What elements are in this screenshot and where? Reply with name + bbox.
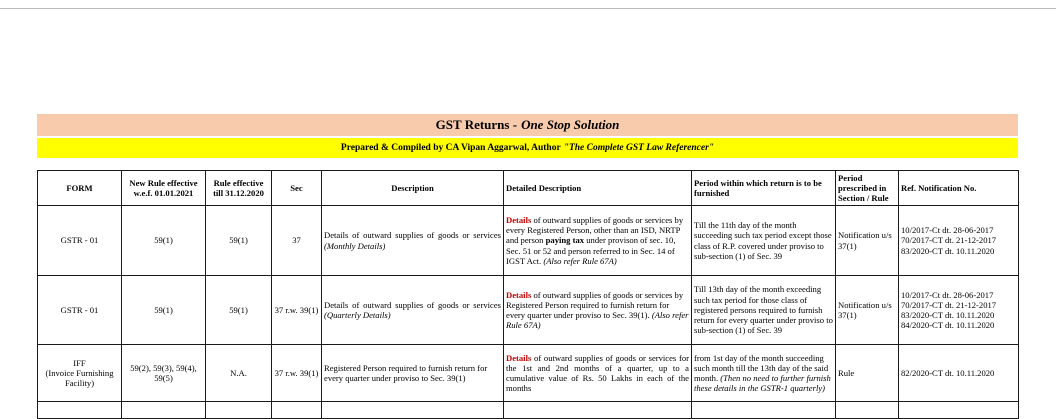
cell-empty	[122, 402, 206, 419]
cell-empty	[206, 402, 272, 419]
table-row	[38, 276, 1019, 345]
description-text: Details of outward supplies of goods or services	[324, 299, 501, 310]
description-text: Details of outward supplies of goods or services	[324, 230, 501, 241]
form-fullname: (Invoice Furnishing Facility)	[45, 367, 114, 389]
ref-line: 70/2017-CT dt. 21-12-2017	[901, 299, 997, 310]
cell-description	[322, 206, 504, 276]
cell-empty	[272, 402, 322, 419]
cell-empty	[692, 402, 836, 419]
cell-new-rule: 59(2), 59(3), 59(4), 59(5)	[122, 345, 206, 402]
cell-prescribed: Rule	[836, 345, 899, 402]
cell-prescribed: Notification u/s 37(1)	[836, 206, 899, 276]
details-red: Details	[506, 214, 532, 225]
details-red: Details	[506, 289, 532, 300]
cell-period: Till the 11th day of the month succeeding such tax period except those class of R.P. covered under proviso to sub-section (1) of Sec. 39	[692, 206, 836, 276]
detailed-text-a: of outward supplies of goods or services for the 1st and 2nd months of a quarter, up to a cumulative value of Rs. 50 Lakhs in each of the months	[506, 352, 689, 394]
cell-form	[38, 345, 122, 402]
ref-line: 83/2020-CT dt. 10.11.2020	[901, 245, 995, 256]
cell-new-rule: 59(1)	[122, 206, 206, 276]
form-name: IFF	[73, 357, 86, 368]
cell-form: GSTR - 01	[38, 206, 122, 276]
page-subtitle	[37, 138, 1018, 158]
subtitle-italic: "The Complete GST Law Referencer"	[563, 143, 715, 153]
detailed-bold: paying tax	[545, 235, 585, 246]
header-detailed-description: Detailed Description	[504, 171, 692, 206]
table-row	[38, 206, 1019, 276]
header-form: FORM	[38, 171, 122, 206]
cell-empty	[836, 402, 899, 419]
title-main: GST Returns -	[435, 117, 518, 132]
cell-period	[692, 345, 836, 402]
header-ref-notification: Ref. Notification No.	[899, 171, 1019, 206]
header-description: Description	[322, 171, 504, 206]
cell-ref-notification	[899, 276, 1019, 345]
ref-line: 70/2017-CT dt. 21-12-2017	[901, 235, 997, 246]
header-prescribed: Period prescribed in Section / Rule	[836, 171, 899, 206]
cell-period	[692, 276, 836, 345]
description-italic: (Quarterly Details)	[324, 310, 391, 320]
header-new-rule: New Rule effective w.e.f. 01.01.2021	[122, 171, 206, 206]
cell-empty	[38, 402, 122, 419]
detailed-text-a: of outward supplies of goods or services by every Registered Person, other than an ISD, NRTP and person	[506, 214, 684, 246]
detailed-text-a: of outward supplies of goods or services by Registered Person required to furnish return for every quarter under proviso to Sec. 39(1).	[506, 289, 684, 320]
details-red: Details	[506, 352, 532, 363]
ref-line: 10/2017-Ct dt. 28-06-2017	[901, 225, 994, 236]
ref-line: 82/2020-CT dt. 10.11.2020	[901, 367, 995, 378]
detailed-italic: (Also refer Rule 67A)	[543, 255, 617, 266]
cell-new-rule: 59(1)	[122, 276, 206, 345]
page-title	[37, 114, 1018, 136]
cell-description	[322, 276, 504, 345]
period-text: Till 13th day of the month exceeding such tax period for those class of registered persons required to furnish return for every quarter under proviso to sub-section (1) of Sec. 39	[694, 284, 833, 336]
period-italic: (Then no need to further furnish these details in the GSTR-1 quarterly)	[694, 373, 831, 394]
top-border-line	[0, 8, 1056, 9]
cell-empty	[322, 402, 504, 419]
cell-ref-notification	[899, 345, 1019, 402]
detailed-italic: (Also refer Rule 67A)	[506, 310, 689, 331]
table-header-row	[38, 171, 1019, 206]
ref-line: 84/2020-CT dt. 10.11.2020	[901, 320, 995, 331]
table-row	[38, 345, 1019, 402]
cell-empty	[899, 402, 1019, 419]
cell-sec: 37	[272, 206, 322, 276]
table-row-partial	[38, 402, 1019, 419]
spreadsheet-area	[37, 114, 1018, 419]
cell-detailed-description	[504, 276, 692, 345]
gst-returns-table	[37, 170, 1019, 419]
cell-rule-till: 59(1)	[206, 276, 272, 345]
ref-line: 83/2020-CT dt. 10.11.2020	[901, 310, 995, 320]
period-text: from 1st day of the month succeeding such month till the 13th day of the said month.	[694, 352, 829, 383]
header-period: Period within which return is to be furnished	[692, 171, 836, 206]
cell-empty	[504, 402, 692, 419]
cell-ref-notification	[899, 206, 1019, 276]
ref-line: 10/2017-Ct dt. 28-06-2017	[901, 289, 994, 300]
cell-rule-till: 59(1)	[206, 206, 272, 276]
cell-sec: 37 r.w. 39(1)	[272, 345, 322, 402]
cell-sec: 37 r.w. 39(1)	[272, 276, 322, 345]
cell-rule-till: N.A.	[206, 345, 272, 402]
detailed-text-b: under provison of sec. 10, Sec. 51 or 52 and person referred to in Sec. 14 of IGST Act.	[506, 235, 676, 266]
subtitle-main: Prepared & Compiled by CA Vipan Aggarwal, Author	[340, 143, 561, 153]
header-sec: Sec	[272, 171, 322, 206]
cell-detailed-description	[504, 206, 692, 276]
description-italic: (Monthly Details)	[324, 240, 386, 251]
header-rule-till: Rule effective till 31.12.2020	[206, 171, 272, 206]
title-italic: One Stop Solution	[521, 117, 620, 132]
cell-description: Registered Person required to furnish return for every quarter under proviso to Sec. 39(1)	[322, 345, 504, 402]
cell-prescribed: Notification u/s 37(1)	[836, 276, 899, 345]
cell-form: GSTR - 01	[38, 276, 122, 345]
cell-detailed-description	[504, 345, 692, 402]
